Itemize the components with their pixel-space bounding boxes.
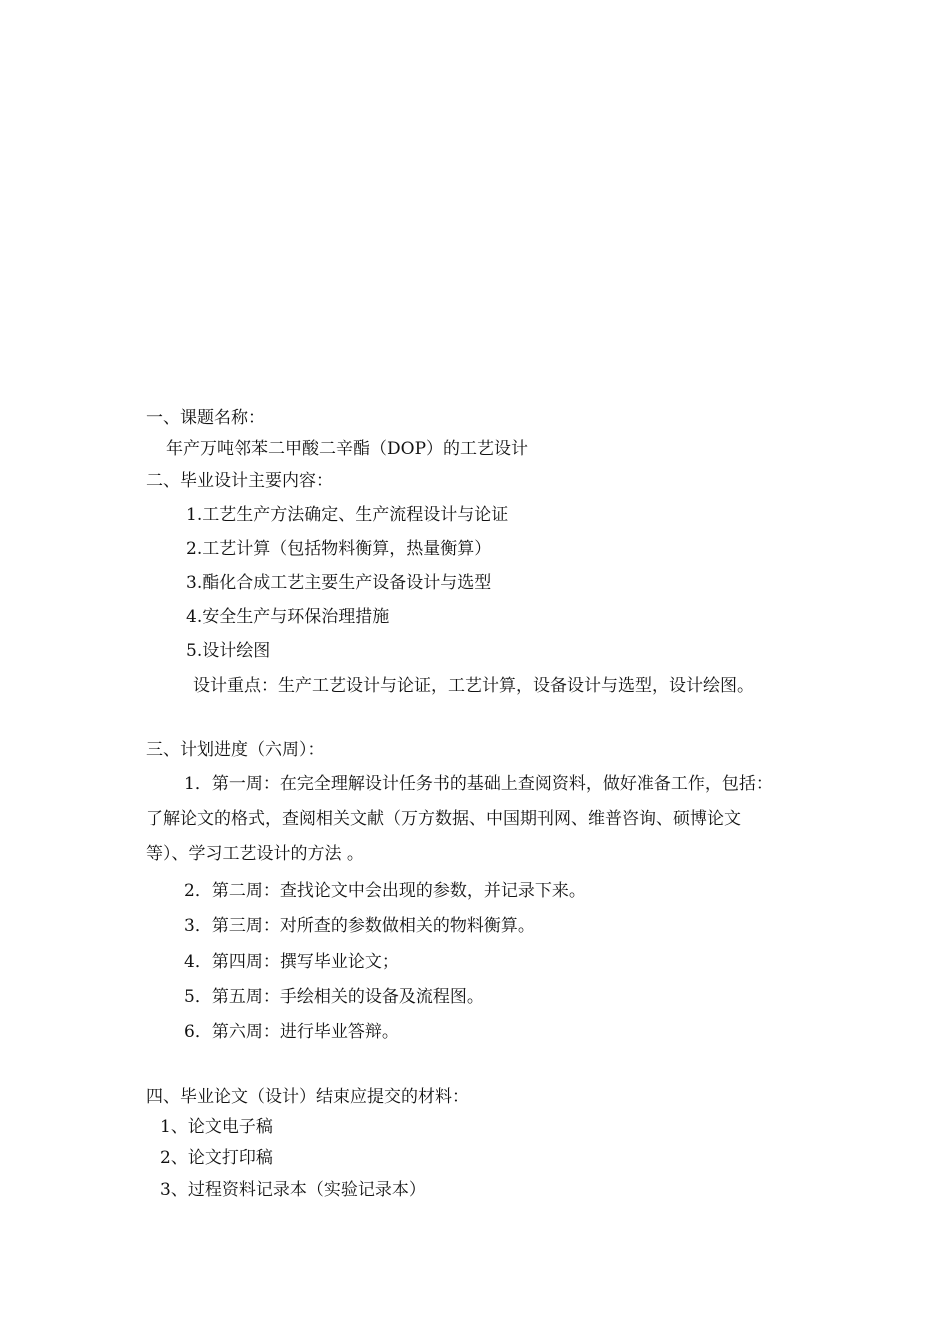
design-focus: 设计重点：生产工艺设计与论证，工艺计算，设备设计与选型，设计绘图。 (193, 676, 754, 696)
material-item-3: 3、过程资料记录本（实验记录本） (160, 1180, 426, 1200)
week1-line2: 了解论文的格式，查阅相关文献（万方数据、中国期刊网、维普咨询、硕博论文 (146, 809, 741, 829)
week4: 4．第四周：撰写毕业论文； (184, 952, 399, 972)
content-item-3: 3.酯化合成工艺主要生产设备设计与选型 (186, 573, 492, 593)
content-item-2: 2.工艺计算（包括物料衡算，热量衡算） (186, 539, 492, 559)
section3-heading: 三、计划进度（六周）： (146, 740, 325, 760)
thesis-title: 年产万吨邻苯二甲酸二辛酯（DOP）的工艺设计 (166, 439, 529, 459)
section1-heading: 一、课题名称： (146, 408, 265, 428)
week2: 2．第二周：查找论文中会出现的参数，并记录下来。 (184, 881, 586, 901)
content-item-5: 5.设计绘图 (186, 641, 271, 661)
week1-line3: 等）、学习工艺设计的方法 。 (146, 844, 364, 864)
week5: 5．第五周：手绘相关的设备及流程图。 (184, 987, 484, 1007)
week3: 3．第三周：对所查的参数做相关的物料衡算。 (184, 916, 535, 936)
section4-heading: 四、毕业论文（设计）结束应提交的材料： (146, 1087, 469, 1107)
material-item-2: 2、论文打印稿 (160, 1148, 273, 1168)
week1-line1: 1．第一周：在完全理解设计任务书的基础上查阅资料，做好准备工作，包括： (184, 774, 773, 794)
content-item-4: 4.安全生产与环保治理措施 (186, 607, 390, 627)
content-item-1: 1.工艺生产方法确定、生产流程设计与论证 (186, 505, 509, 525)
material-item-1: 1、论文电子稿 (160, 1117, 273, 1137)
section2-heading: 二、毕业设计主要内容： (146, 471, 333, 491)
week6: 6．第六周：进行毕业答辩。 (184, 1022, 399, 1042)
